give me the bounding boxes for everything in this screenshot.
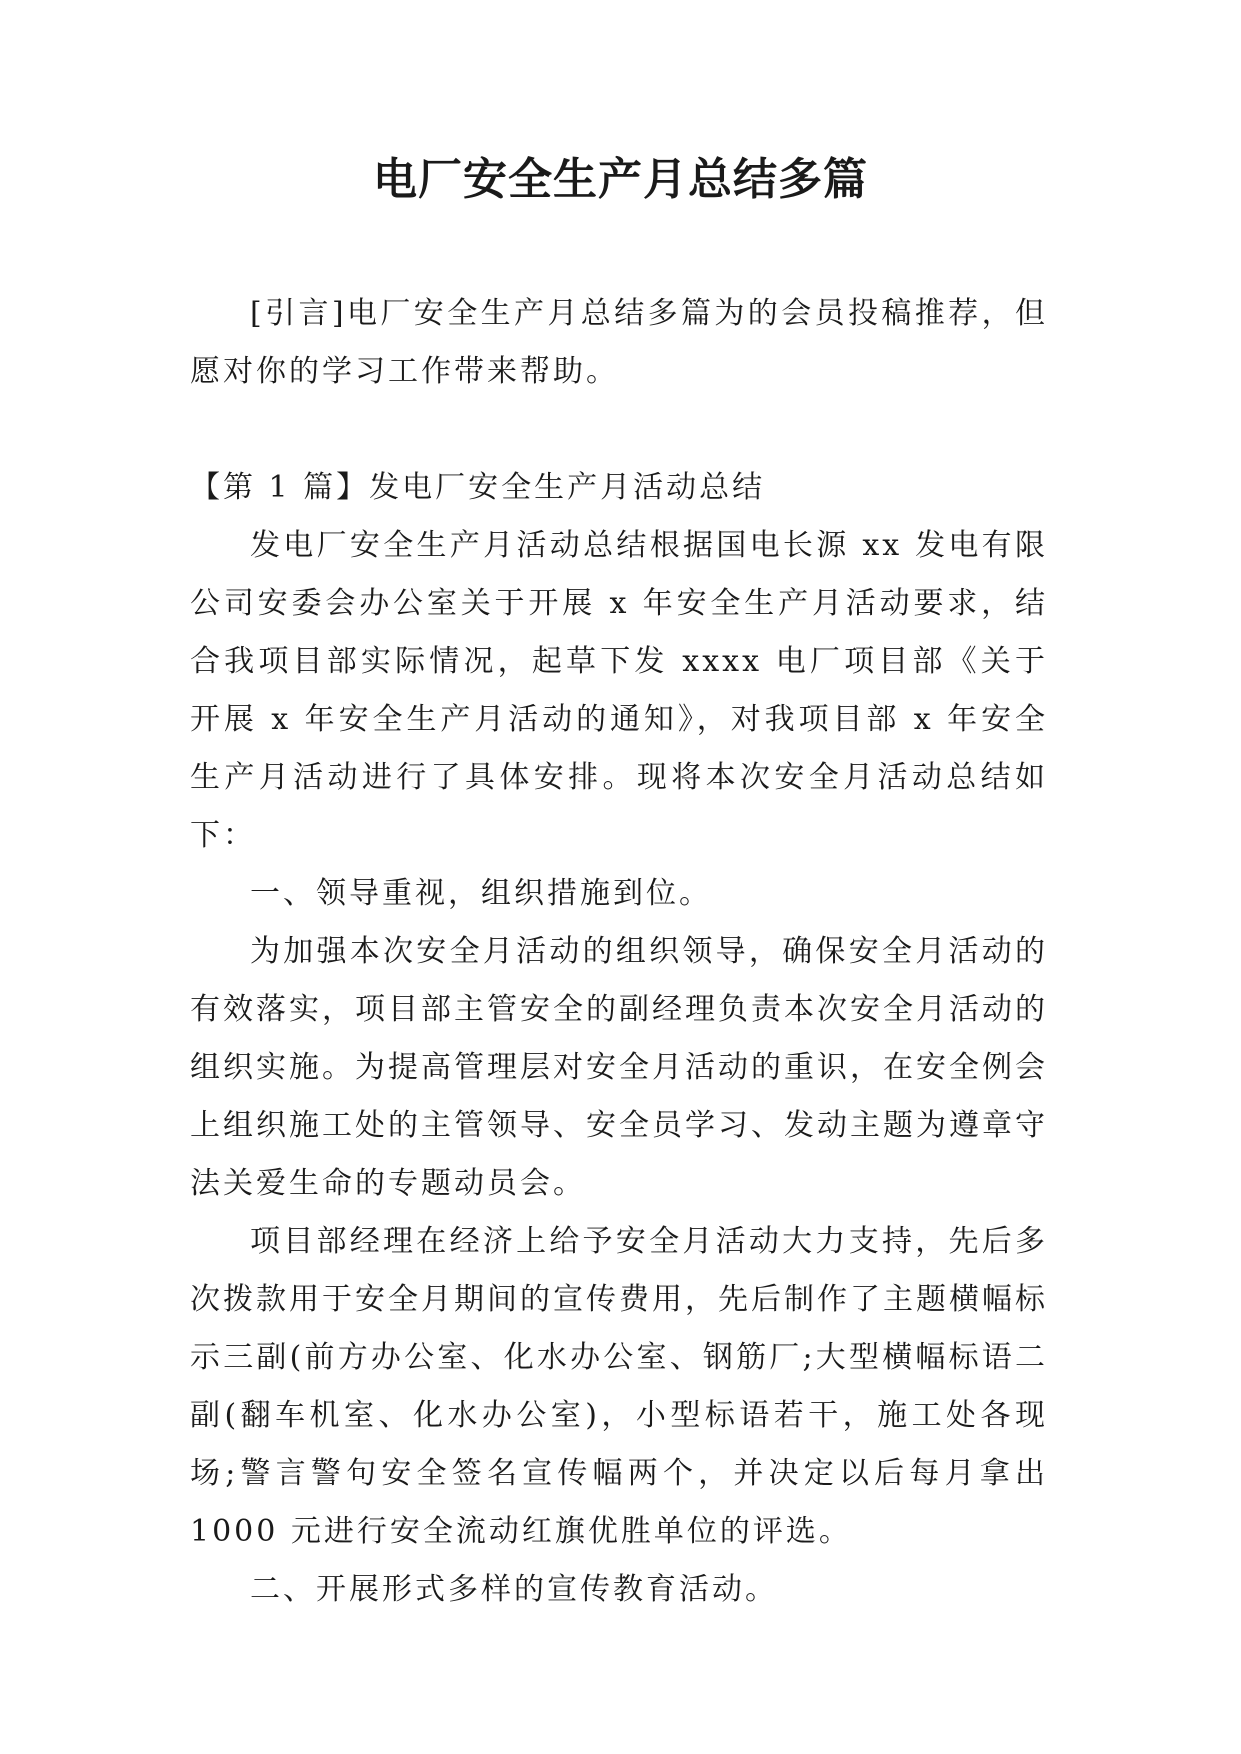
document-body: [190, 285, 1048, 1619]
spacer: [190, 401, 1048, 459]
body-paragraph: 发电厂安全生产月活动总结根据国电长源 xx 发电有限公司安委会办公室关于开展 x 年安全生产月活动要求，结合我项目部实际情况，起草下发 xxxx 电厂项目部《关于开展 x 年安全生产月活动的通知》，对我项目部 x 年安全生产月活动进行了具体安排。现将本次安全月活动总结如下：: [190, 528, 1048, 853]
intro-paragraph: [引言]电厂安全生产月总结多篇为的会员投稿推荐，但愿对你的学习工作带来帮助。: [190, 296, 1048, 389]
subheading-paragraph: 二、开展形式多样的宣传教育活动。: [250, 1572, 778, 1607]
body-paragraph: 为加强本次安全月活动的组织领导，确保安全月活动的有效落实，项目部主管安全的副经理负责本次安全月活动的组织实施。为提高管理层对安全月活动的重识，在安全例会上组织施工处的主管领导、安全员学习、发动主题为遵章守法关爱生命的专题动员会。: [190, 934, 1048, 1201]
section-heading: 【第 1 篇】发电厂安全生产月活动总结: [190, 470, 766, 505]
subheading-paragraph: 一、领导重视，组织措施到位。: [250, 876, 712, 911]
body-paragraph: 项目部经理在经济上给予安全月活动大力支持，先后多次拨款用于安全月期间的宣传费用，先后制作了主题横幅标示三副(前方办公室、化水办公室、钢筋厂;大型横幅标语二副(翻车机室、化水办公室)，小型标语若干，施工处各现场;警言警句安全签名宣传幅两个，并决定以后每月拿出 1000 元进行安全流动红旗优胜单位的评选。: [190, 1224, 1048, 1549]
document-title: 电厂安全生产月总结多篇: [373, 154, 868, 205]
